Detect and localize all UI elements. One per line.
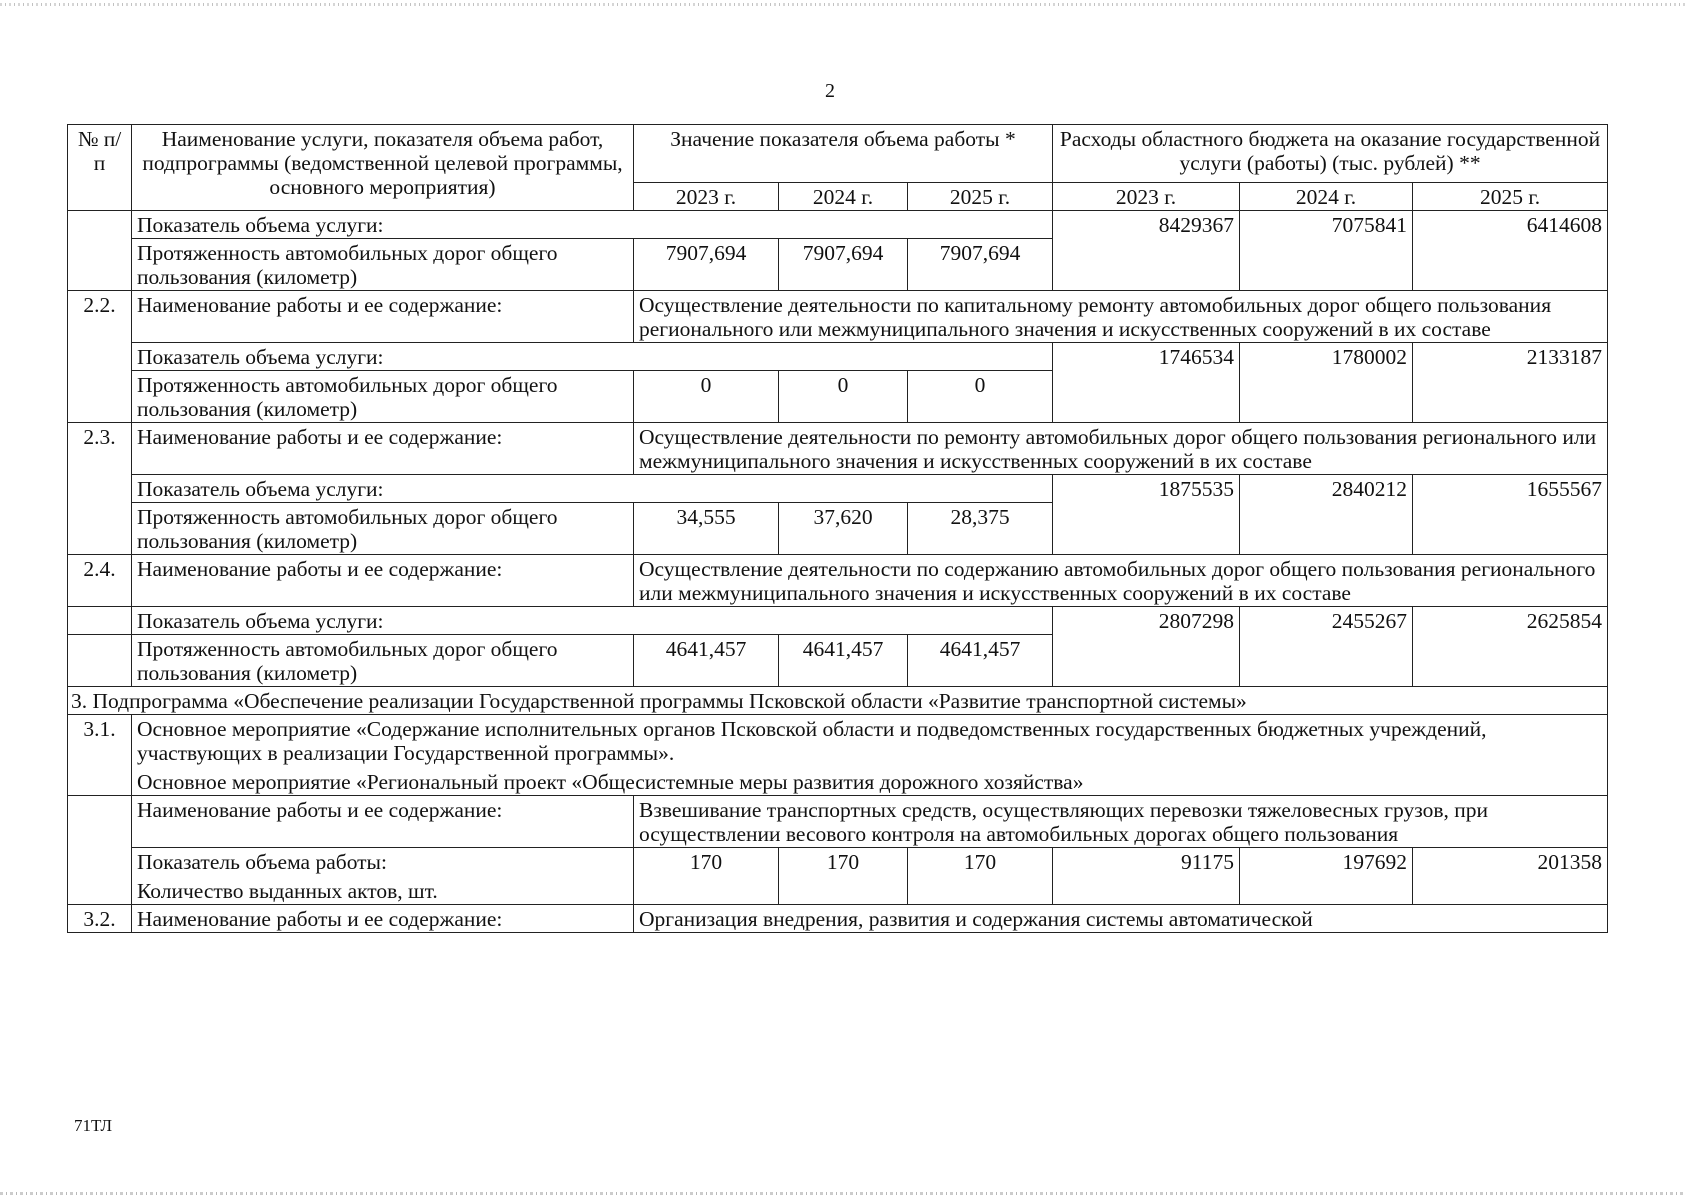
table-row	[68, 796, 1608, 848]
work-description: Взвешивание транспортных средств, осуществляющих перевозки тяжеловесных грузов, при осуществлении весового контроля на автомобильных дорогах общего пользования	[634, 796, 1608, 848]
table-row	[68, 211, 1608, 239]
expense-value: 2807298	[1053, 607, 1240, 687]
indicator-name: Протяженность автомобильных дорог общего пользования (километр)	[132, 503, 634, 555]
row-number	[68, 635, 132, 687]
expense-value: 2840212	[1240, 475, 1413, 555]
table-row	[68, 343, 1608, 371]
work-description: Осуществление деятельности по капитальному ремонту автомобильных дорог общего пользования регионального или межмуниципального значения и искусственных сооружений в их составе	[634, 291, 1608, 343]
header-expense: Расходы областного бюджета на оказание государственной услуги (работы) (тыс. рублей) **	[1053, 125, 1608, 183]
expense-value: 2455267	[1240, 607, 1413, 687]
volume-value: 28,375	[908, 503, 1053, 555]
table-row	[68, 475, 1608, 503]
indicator-name: Протяженность автомобильных дорог общего пользования (километр)	[132, 635, 634, 687]
volume-value: 4641,457	[634, 635, 779, 687]
expense-value: 2625854	[1413, 607, 1608, 687]
scan-edge-top	[0, 3, 1686, 6]
row-number: 3.1.	[68, 715, 132, 796]
expense-value: 1780002	[1240, 343, 1413, 423]
indicator-label: Показатель объема услуги:	[132, 475, 1053, 503]
volume-value: 37,620	[779, 503, 908, 555]
row-number: 2.4.	[68, 555, 132, 607]
table-row	[68, 423, 1608, 475]
table-row	[68, 555, 1608, 607]
volume-value: 4641,457	[779, 635, 908, 687]
subprogram-title: 3. Подпрограмма «Обеспечение реализации Государственной программы Псковской области «Развитие транспортной системы»	[68, 687, 1608, 715]
indicator-name	[132, 848, 634, 905]
expense-value: 2133187	[1413, 343, 1608, 423]
volume-value: 0	[779, 371, 908, 423]
volume-value: 7907,694	[908, 239, 1053, 291]
page-number: 2	[825, 80, 835, 102]
table-row	[68, 291, 1608, 343]
expense-value: 6414608	[1413, 211, 1608, 291]
indicator-name: Протяженность автомобильных дорог общего пользования (километр)	[132, 239, 634, 291]
header-year: 2025 г.	[1413, 183, 1608, 211]
expense-value: 7075841	[1240, 211, 1413, 291]
table-row	[68, 687, 1608, 715]
header-row	[68, 125, 1608, 183]
row-number: 2.2.	[68, 291, 132, 423]
table-row	[68, 715, 1608, 796]
expense-value: 1746534	[1053, 343, 1240, 423]
volume-value: 7907,694	[634, 239, 779, 291]
table-row	[68, 905, 1608, 933]
work-description: Организация внедрения, развития и содержания системы автоматической	[634, 905, 1608, 933]
header-year: 2024 г.	[779, 183, 908, 211]
indicator-label: Показатель объема услуги:	[132, 607, 1053, 635]
row-number: 2.3.	[68, 423, 132, 555]
expense-value: 91175	[1053, 848, 1240, 905]
table-row	[68, 607, 1608, 635]
volume-value: 170	[634, 848, 779, 905]
row-number: 3.2.	[68, 905, 132, 933]
row-number	[68, 796, 132, 905]
volume-value: 0	[634, 371, 779, 423]
scan-edge-bottom	[0, 1192, 1686, 1195]
indicator-label: Показатель объема услуги:	[132, 343, 1053, 371]
work-description: Осуществление деятельности по ремонту автомобильных дорог общего пользования регионального или межмуниципального значения и искусственных сооружений в их составе	[634, 423, 1608, 475]
indicator-name: Протяженность автомобильных дорог общего пользования (километр)	[132, 371, 634, 423]
work-name-label: Наименование работы и ее содержание:	[132, 905, 634, 933]
header-name: Наименование услуги, показателя объема работ, подпрограммы (ведомственной целевой программы, основного мероприятия)	[132, 125, 634, 211]
expense-value: 197692	[1240, 848, 1413, 905]
row-number	[68, 607, 132, 635]
header-year: 2023 г.	[1053, 183, 1240, 211]
expense-value: 8429367	[1053, 211, 1240, 291]
main-event	[132, 715, 1608, 796]
work-name-label: Наименование работы и ее содержание:	[132, 555, 634, 607]
header-year: 2025 г.	[908, 183, 1053, 211]
volume-value: 0	[908, 371, 1053, 423]
main-event-2: Основное мероприятие «Региональный проект «Общесистемные меры развития дорожного хозяйства»	[137, 770, 1084, 794]
header-year: 2024 г.	[1240, 183, 1413, 211]
volume-value: 4641,457	[908, 635, 1053, 687]
indicator-label: Показатель объема работы:	[137, 850, 387, 874]
acts-count-label: Количество выданных актов, шт.	[137, 879, 438, 903]
work-name-label: Наименование работы и ее содержание:	[132, 291, 634, 343]
header-year: 2023 г.	[634, 183, 779, 211]
expense-value: 201358	[1413, 848, 1608, 905]
volume-value: 170	[908, 848, 1053, 905]
table-row	[68, 848, 1608, 905]
main-event-1: Основное мероприятие «Содержание исполнительных органов Псковской области и подведомственных государственных бюджетных учреждений, участвующих в реализации Государственной программы».	[137, 717, 1487, 765]
volume-value: 34,555	[634, 503, 779, 555]
footer-code: 71ТЛ	[74, 1116, 113, 1135]
volume-value: 7907,694	[779, 239, 908, 291]
row-number	[68, 211, 132, 291]
budget-table	[67, 124, 1608, 933]
volume-value: 170	[779, 848, 908, 905]
work-name-label: Наименование работы и ее содержание:	[132, 796, 634, 848]
header-no: № п/п	[68, 125, 132, 211]
indicator-label: Показатель объема услуги:	[132, 211, 1053, 239]
expense-value: 1655567	[1413, 475, 1608, 555]
expense-value: 1875535	[1053, 475, 1240, 555]
work-name-label: Наименование работы и ее содержание:	[132, 423, 634, 475]
work-description: Осуществление деятельности по содержанию автомобильных дорог общего пользования регионального или межмуниципального значения и искусственных сооружений в их составе	[634, 555, 1608, 607]
header-volume: Значение показателя объема работы *	[634, 125, 1053, 183]
